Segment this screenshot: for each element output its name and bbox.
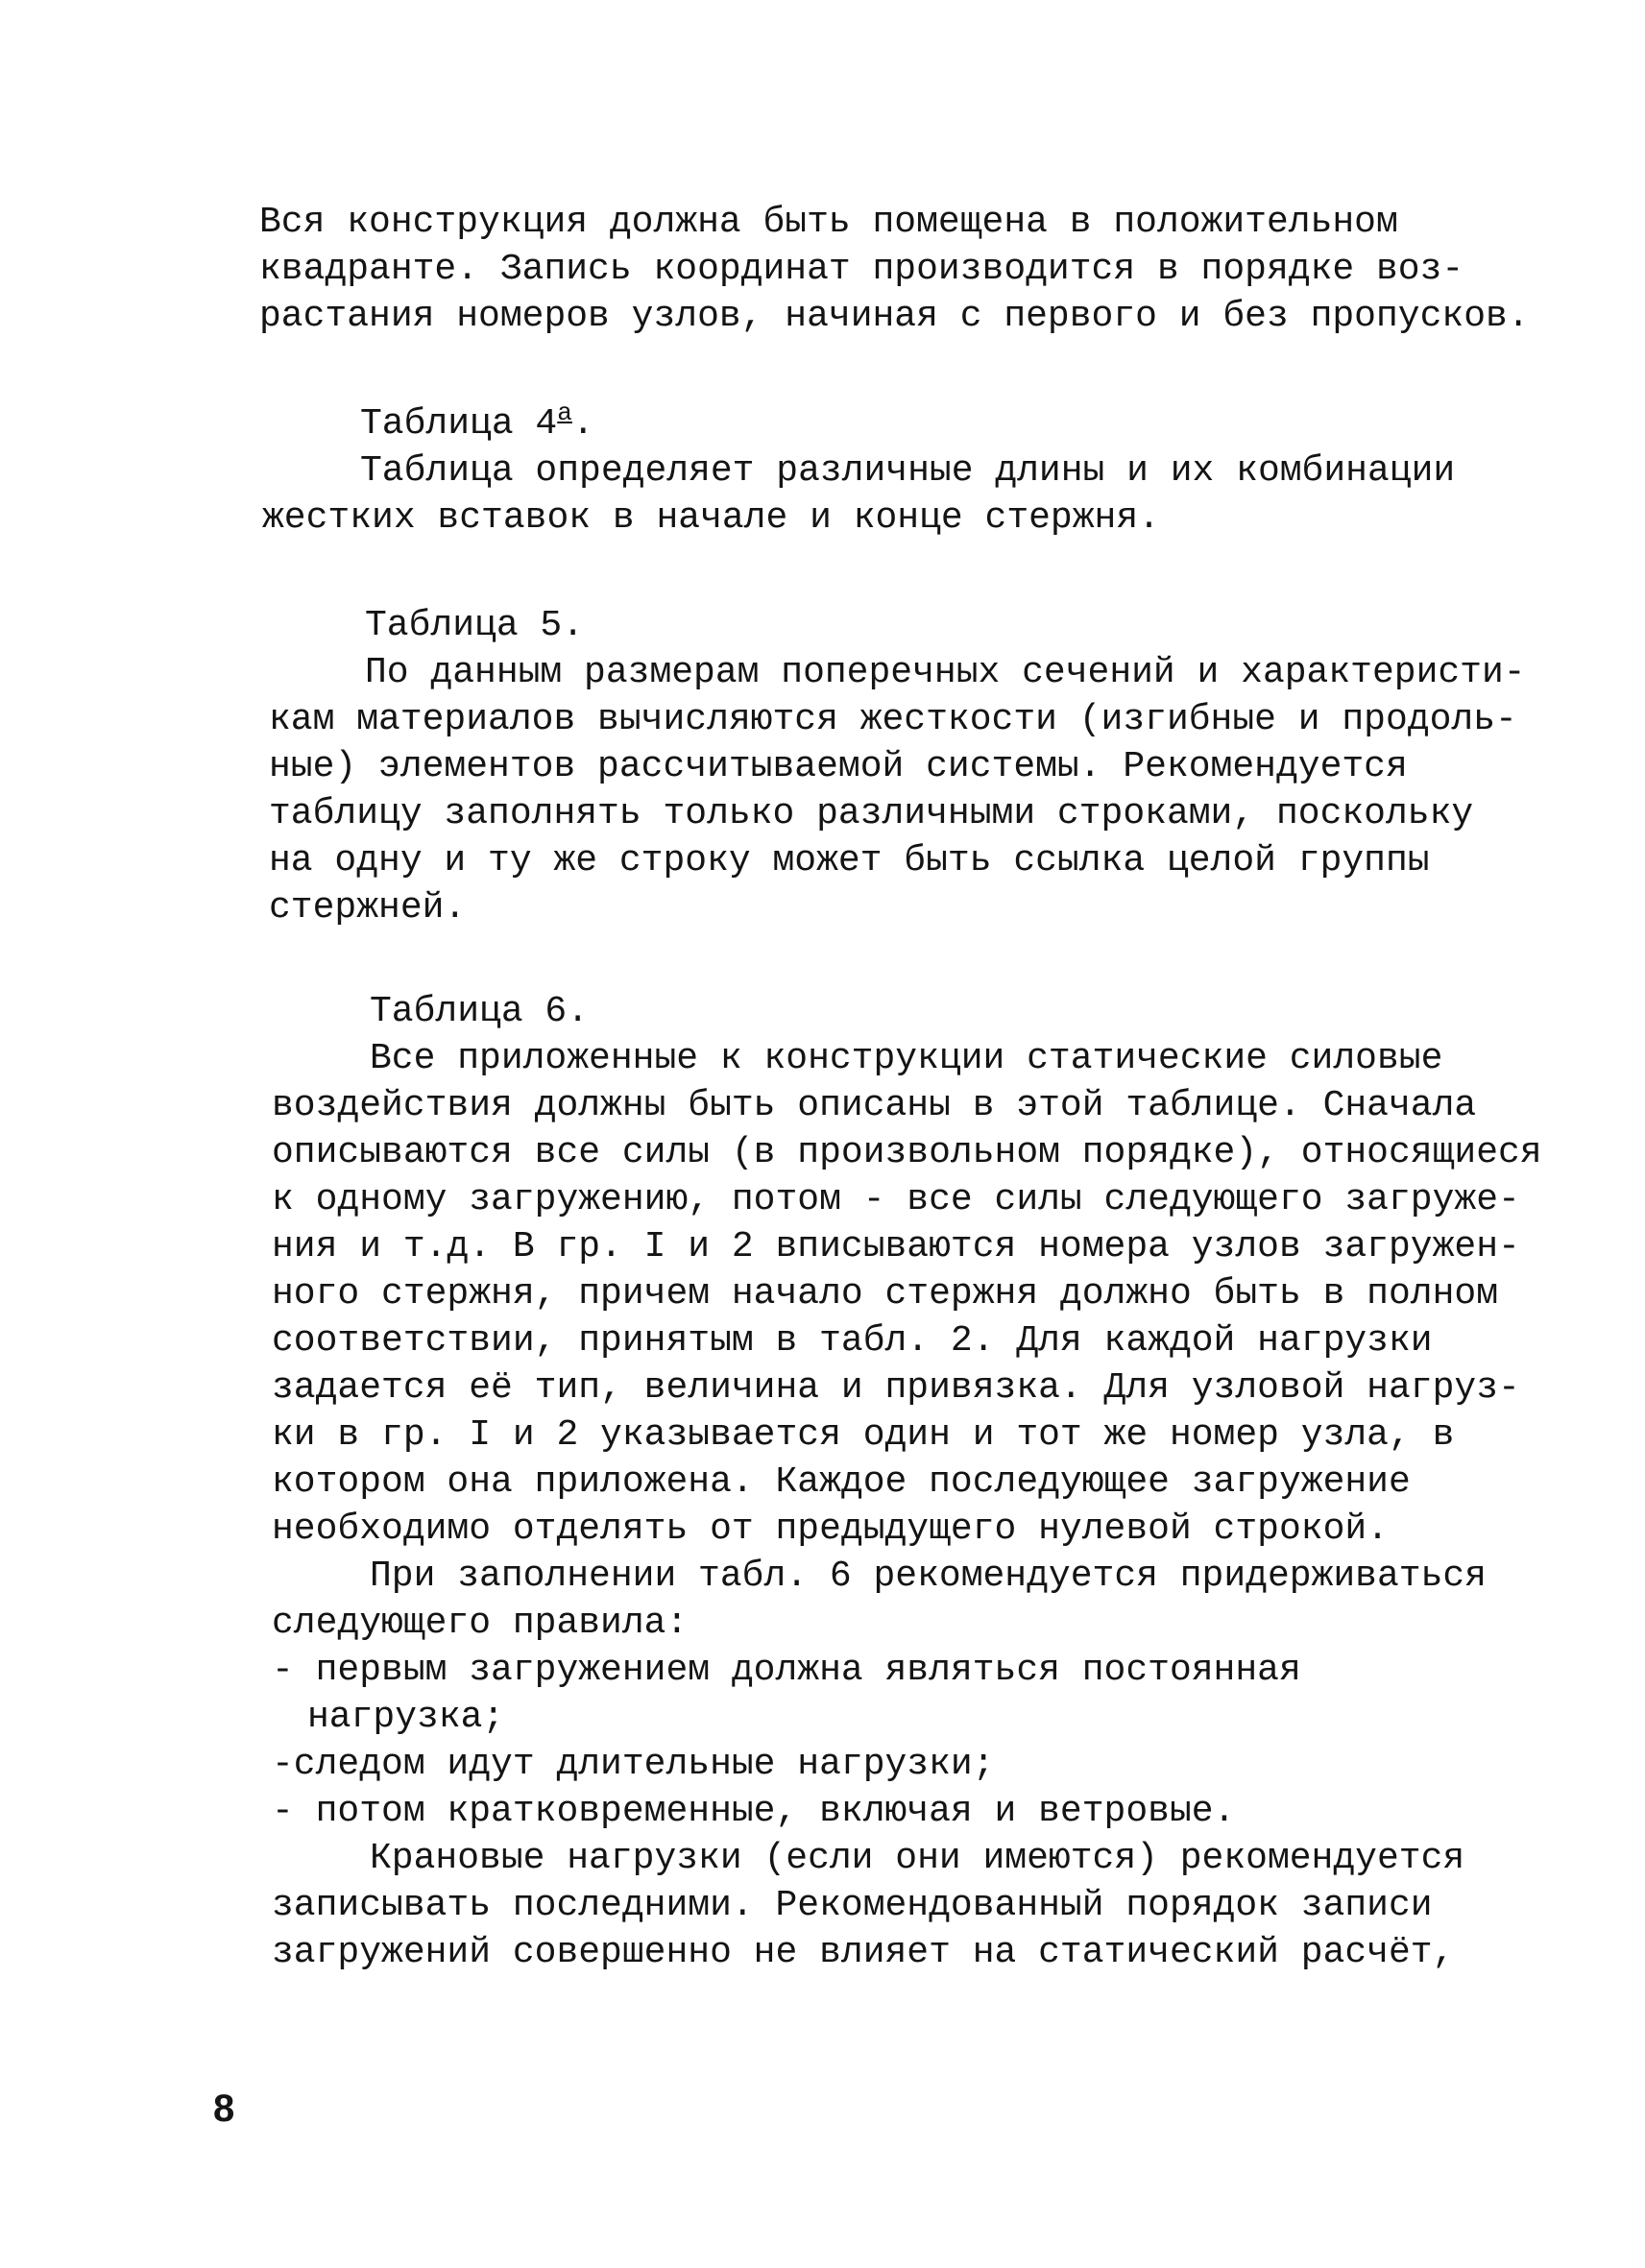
table6-line: к одному загружению, потом - все силы следующего загруже-	[272, 1179, 1520, 1220]
table6-line: Все приложенные к конструкции статические силовые	[370, 1038, 1443, 1079]
table6-line: ного стержня, причем начало стержня должно быть в полном	[272, 1273, 1499, 1315]
table4a-heading-main: Таблица 4	[360, 403, 558, 445]
table4a-heading-end: .	[571, 403, 594, 445]
table4a-heading-sup: а	[557, 398, 572, 427]
table5-line: на одну и ту же строку может быть ссылка целой группы	[269, 840, 1430, 881]
table5-line: По данным размерам поперечных сечений и характеристи-	[365, 652, 1526, 693]
intro-line: квадранте. Запись координат производится в порядке воз-	[259, 249, 1464, 290]
table6-line: - первым загружением должна являться постоянная	[272, 1650, 1301, 1691]
table6-heading: Таблица 6.	[370, 991, 590, 1032]
table6-line: следующего правила:	[272, 1603, 689, 1644]
table6-line: ния и т.д. В гр. I и 2 вписываются номера узлов загружен-	[272, 1226, 1520, 1267]
table6-line: ки в гр. I и 2 указывается один и тот же номер узла, в	[272, 1414, 1455, 1456]
table4a-heading	[360, 398, 594, 449]
table5-line: таблицу заполнять только различными строками, поскольку	[269, 793, 1474, 834]
table6-line: воздействия должны быть описаны в этой таблице. Сначала	[272, 1085, 1477, 1126]
table6-line: соответствии, принятым в табл. 2. Для каждой нагрузки	[272, 1320, 1433, 1362]
table4a-line: Таблица определяет различные длины и их комбинации	[360, 450, 1456, 492]
table5-heading: Таблица 5.	[365, 605, 585, 646]
table6-line: Крановые нагрузки (если они имеются) рекомендуется	[370, 1838, 1465, 1879]
table6-line: При заполнении табл. 6 рекомендуется придерживаться	[370, 1556, 1487, 1597]
table6-line: нагрузка;	[307, 1697, 505, 1738]
table5-line: стержней.	[269, 887, 467, 929]
table6-line: необходимо отделять от предыдущего нулевой строкой.	[272, 1508, 1389, 1550]
table6-line: записывать последними. Рекомендованный порядок записи	[272, 1885, 1433, 1926]
table6-line: - потом кратковременные, включая и ветровые.	[272, 1791, 1236, 1832]
table6-line: задается её тип, величина и привязка. Для узловой нагруз-	[272, 1367, 1520, 1409]
table6-line: загружений совершенно не влияет на статический расчёт,	[272, 1932, 1455, 1973]
table6-line: котором она приложена. Каждое последующее загружение	[272, 1461, 1411, 1503]
page-number: 8	[213, 2087, 235, 2130]
table6-line: описываются все силы (в произвольном порядке), относящиеся	[272, 1132, 1542, 1173]
table6-line: -следом идут длительные нагрузки;	[272, 1744, 995, 1785]
table5-line: кам материалов вычисляются жесткости (изгибные и продоль-	[269, 699, 1517, 740]
table4a-line: жестких вставок в начале и конце стержня.	[262, 497, 1160, 539]
table5-line: ные) элементов рассчитываемой системы. Рекомендуется	[269, 746, 1408, 787]
intro-line: растания номеров узлов, начиная с первого и без пропусков.	[259, 296, 1530, 337]
intro-line: Вся конструкция должна быть помещена в положительном	[259, 202, 1398, 243]
